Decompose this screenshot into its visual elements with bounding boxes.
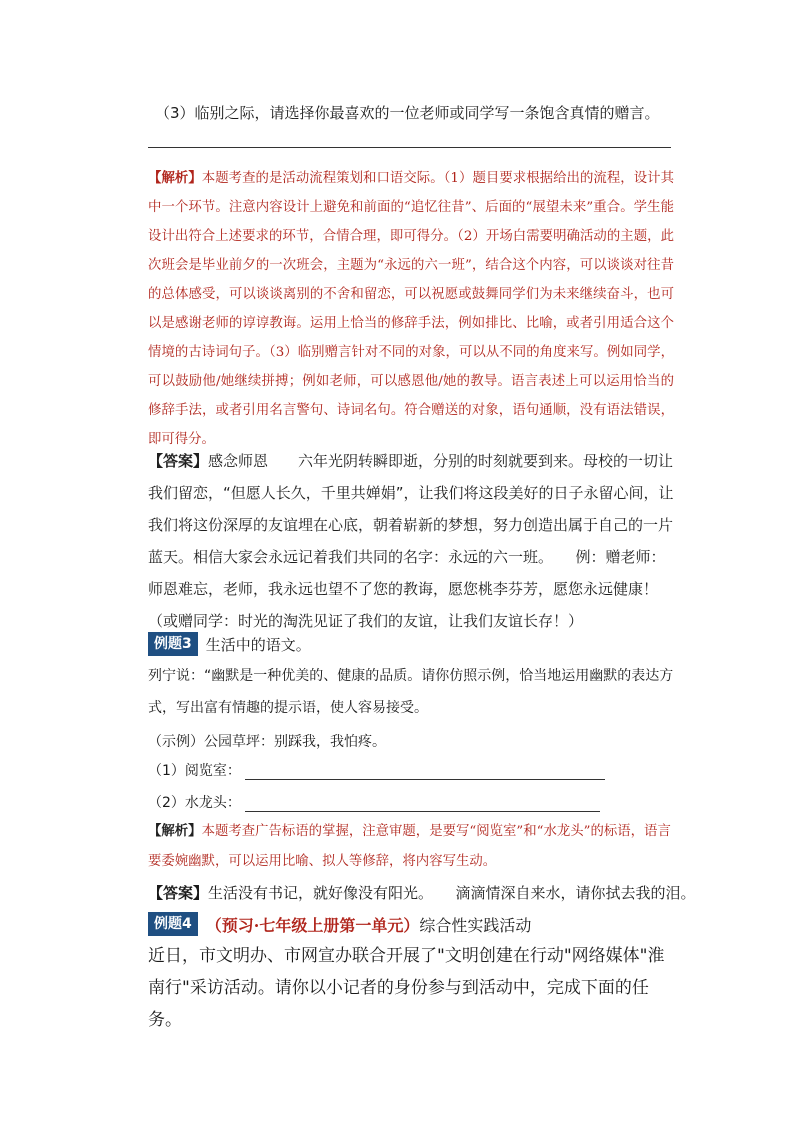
example-3-prompt: 列宁说：“幽默是一种优美的、健康的品质。请你仿照示例，恰当地运用幽默的表达方式，写出富有情趣的提示语，使人容易接受。 [148, 668, 674, 716]
example-4-body: 近日，市文明办、市网宣办联合开展了"文明创建在行动"网络媒体"淮南行"采访活动。请你以小记者的身份参与到活动中，完成下面的任务。 [148, 946, 665, 1030]
answer-label-2: 【答案】 [148, 884, 209, 902]
example-3-badge: 例题3 [148, 632, 198, 656]
example-4-header [148, 912, 531, 936]
analysis-block-2 [148, 817, 674, 877]
answer-line [148, 147, 671, 148]
fill-faucet [148, 792, 600, 812]
answer-body: 感念师恩 六年光阴转瞬即逝，分别的时刻就要到来。母校的一切让我们留恋，“但愿人长久，千里共婵娟”，让我们将这段美好的日子永留心间，让我们将这份深厚的友谊埋在心底，朝着崭新的梦想，努力创造出属于自己的一片蓝天。相信大家会永远记着我们共同的名字：永远的六一班。 例：赠老师：师恩难忘，老师，我永远也望不了您的教诲，愿您桃李芬芳，愿您永远健康！（或赠同学：时光的淘洗见证了我们的友谊，让我们友谊长存！） [148, 452, 674, 630]
example-3-title: 生活中的语文。 [205, 635, 311, 654]
analysis-block-1 [148, 164, 674, 454]
example-4-title: 综合性实践活动 [419, 915, 532, 935]
answer-block-1 [148, 445, 674, 637]
analysis-label: 【解析】 [148, 171, 202, 186]
fill-faucet-label: （2）水龙头： [148, 795, 241, 811]
fill-reading-room-line [245, 763, 605, 780]
example-4-source: （预习·七年级上册第一单元） [205, 915, 420, 935]
fill-reading-room-label: （1）阅览室： [148, 763, 241, 779]
example-4-badge: 例题4 [148, 912, 198, 936]
analysis-body-2: 本题考查广告标语的掌握，注意审题，是要写“阅览室”和“水龙头”的标语，语言要委婉幽默，可以运用比喻、拟人等修辞，将内容写生动。 [148, 824, 671, 869]
answer-body-2: 生活没有书记，就好像没有阳光。 滴滴情深自来水，请你拭去我的泪。 [208, 884, 696, 902]
analysis-label-2: 【解析】 [148, 824, 202, 839]
example-3-header [148, 632, 311, 656]
answer-label: 【答案】 [148, 452, 209, 470]
fill-reading-room [148, 760, 605, 780]
example-3-sample: （示例）公园草坪：别踩我，我怕疼。 [148, 734, 386, 750]
question-3-text: （3）临别之际，请选择你最喜欢的一位老师或同学写一条饱含真情的赠言。 [155, 104, 660, 122]
answer-block-2 [148, 882, 696, 903]
fill-faucet-line [245, 795, 600, 812]
analysis-body: 本题考查的是活动流程策划和口语交际。（1）题目要求根据给出的流程，设计其中一个环节。注意内容设计上避免和前面的“追忆往昔”、后面的“展望未来”重合。学生能设计出符合上述要求的环节，合情合理，即可得分。（2）开场白需要明确活动的主题，此次班会是毕业前夕的一次班会，主题为“永远的六一班”，结合这个内容，可以谈谈对往昔的总体感受，可以谈谈离别的不舍和留恋，可以祝愿或鼓舞同学们为未来继续奋斗，也可以是感谢老师的谆谆教诲。运用上恰当的修辞手法，例如排比、比喻，或者引用适合这个情境的古诗词句子。（3）临别赠言针对不同的对象，可以从不同的角度来写。例如同学，可以鼓励他/她继续拼搏；例如老师，可以感恩他/她的教导。语言表述上可以运用恰当的修辞手法，或者引用名言警句、诗词名句。符合赠送的对象，语句通顺，没有语法错误，即可得分。 [148, 171, 674, 447]
example-4-title-wrap [206, 913, 532, 936]
